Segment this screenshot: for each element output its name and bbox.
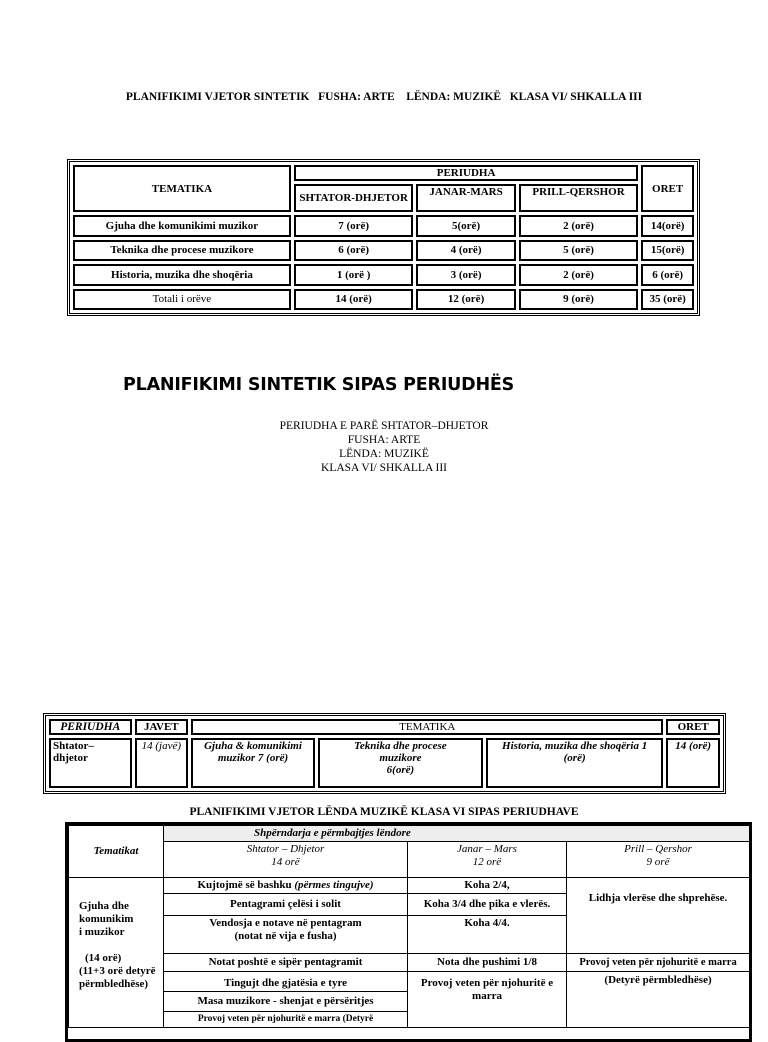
cell-value: 9 (orë) [519, 289, 639, 311]
annual-plan-table [65, 822, 752, 1042]
cell-total: 6 (orë) [641, 264, 694, 286]
topic-cell: Provoj veten për njohuritë e marra [567, 954, 750, 972]
topic-cell: Nota dhe pushimi 1/8 [408, 954, 567, 972]
theme-line: komunikim [79, 913, 134, 925]
topic-cell: Koha 4/4. [408, 916, 567, 954]
theme-line: përmbledhëse) [79, 978, 149, 990]
period-hours: 14 orë [271, 856, 300, 868]
topic-cell: (Detyrë përmbledhëse) [567, 972, 750, 1028]
topic-cell [408, 972, 567, 1028]
cell-value: 5(orë) [416, 215, 515, 237]
topic-cell: Koha 2/4, [408, 878, 567, 894]
cell-theme-1: Gjuha & komunikimi muzikor 7 (orë) [191, 738, 315, 788]
header-javet: JAVET [135, 719, 189, 735]
row-label: Historia, muzika dhe shoqëria [73, 264, 291, 286]
header-tematika: TEMATIKA [73, 165, 291, 212]
period-name: Prill – Qershor [624, 843, 692, 855]
theme-line: (11+3 orë detyrë [79, 965, 156, 977]
cell-value: 7 (orë) [294, 215, 414, 237]
summary-table [67, 159, 700, 316]
cell-value: 3 (orë) [416, 264, 515, 286]
row-label: Gjuha dhe komunikimi muzikor [73, 215, 291, 237]
info-line: FUSHA: ARTE [347, 434, 421, 446]
cell-theme-2 [318, 738, 483, 788]
header-tematika: TEMATIKA [191, 719, 663, 735]
header-period-2: JANAR-MARS [416, 184, 515, 212]
cell-periudha: Shtator–dhjetor [49, 738, 132, 788]
topic-cell [164, 878, 408, 894]
header-shperndarja: Shpërndarja e përmbajtjes lëndore [164, 826, 750, 842]
cell-value: 2 (orë) [519, 215, 639, 237]
header-period-3 [567, 842, 750, 878]
topic-cell: Notat poshtë e sipër pentagramit [164, 954, 408, 972]
period-name: Shtator – Dhjetor [246, 843, 325, 855]
cell-value: 5 (orë) [519, 240, 639, 262]
theme-2-line: Teknika dhe procese [354, 740, 447, 752]
cell-value: 1 (orë ) [294, 264, 414, 286]
period-name: Janar – Mars [457, 843, 517, 855]
cell-value: 14 (orë) [294, 289, 414, 311]
cell-total: 14(orë) [641, 215, 694, 237]
cell-value: 4 (orë) [416, 240, 515, 262]
topic-cell: Koha 3/4 dhe pika e vlerës. [408, 894, 567, 916]
cell-javet: 14 (javë) [135, 738, 189, 788]
cell-theme-3: Historia, muzika dhe shoqëria 1 (orë) [486, 738, 663, 788]
cell-total: 15(orë) [641, 240, 694, 262]
header-oret: ORET [666, 719, 720, 735]
header-period-3: PRILL-QERSHOR [519, 184, 639, 212]
period-table [43, 713, 726, 794]
info-line: KLASA VI/ SHKALLA III [321, 462, 447, 474]
period-hours: 12 orë [472, 856, 502, 868]
theme-line: Gjuha dhe [79, 900, 129, 912]
topic-line: Provoj veten për njohuritë e [420, 977, 554, 989]
row-label-total: Totali i orëve [73, 289, 291, 311]
topic-line: Vendosja e notave në pentagram [209, 917, 362, 929]
topic-note: (përmes tingujve) [294, 879, 374, 891]
period-info [0, 419, 768, 475]
topic-cell: Pentagrami çelësi i solit [164, 894, 408, 916]
section-heading: PLANIFIKIMI SINTETIK SIPAS PERIUDHËS [123, 375, 515, 395]
cell-oret: 14 (orë) [666, 738, 720, 788]
info-line: PERIUDHA E PARË SHTATOR–DHJETOR [279, 420, 489, 432]
theme-2-line: 6(orë) [386, 764, 415, 776]
annual-plan-title: PLANIFIKIMI VJETOR LËNDA MUZIKË KLASA VI SIPAS PERIUDHAVE [189, 806, 579, 818]
period-hours: 9 orë [646, 856, 670, 868]
cell-value: 2 (orë) [519, 264, 639, 286]
header-tematikat: Tematikat [69, 826, 164, 878]
topic-cell: Provoj veten për njohuritë e marra (Detyrë [164, 1012, 408, 1028]
header-periudha: PERIUDHA [294, 165, 638, 181]
document-title: PLANIFIKIMI VJETOR SINTETIK FUSHA: ARTE LËNDA: MUZIKË KLASA VI/ SHKALLA III [125, 91, 643, 103]
topic-line: marra [472, 990, 502, 1002]
header-periudha: PERIUDHA [49, 719, 132, 735]
topic-cell: Masa muzikore - shenjat e përsëritjes [164, 992, 408, 1012]
cell-value: 12 (orë) [416, 289, 515, 311]
header-period-1: SHTATOR-DHJETOR [294, 184, 414, 212]
cell-value: 6 (orë) [294, 240, 414, 262]
theme-line: (14 orë) [85, 952, 122, 964]
info-line: LËNDA: MUZIKË [339, 448, 429, 460]
row-label: Teknika dhe procese muzikore [73, 240, 291, 262]
theme-line: i muzikor [79, 926, 125, 938]
header-period-2 [408, 842, 567, 878]
header-period-1 [164, 842, 408, 878]
theme-2-line: muzikore [379, 752, 422, 764]
cell-total: 35 (orë) [641, 289, 694, 311]
theme-cell [69, 878, 164, 1028]
topic-line: (notat në vija e fusha) [234, 930, 337, 942]
topic-cell [164, 916, 408, 954]
topic-text: Kujtojmë së bashku [197, 879, 295, 891]
topic-cell: Tingujt dhe gjatësia e tyre [164, 972, 408, 992]
header-oret: ORET [641, 165, 694, 212]
topic-cell: Lidhja vlerëse dhe shprehëse. [567, 878, 750, 954]
